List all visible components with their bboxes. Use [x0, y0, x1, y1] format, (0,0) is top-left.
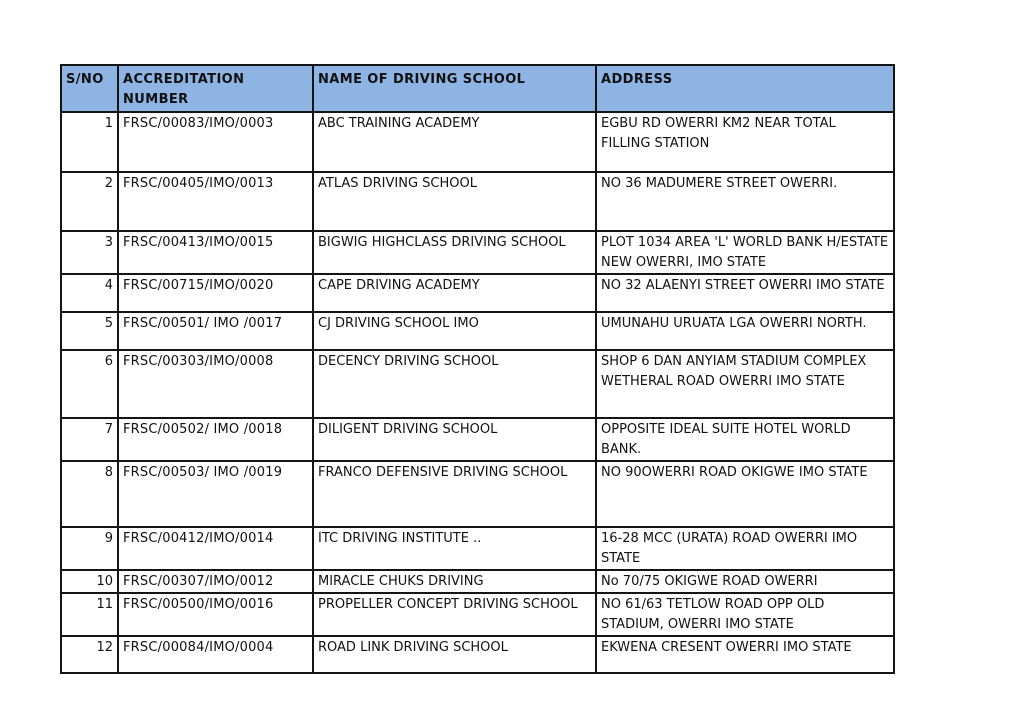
cell-sno: 5	[61, 312, 118, 350]
cell-accreditation: FRSC/00500/IMO/0016	[118, 593, 313, 636]
cell-address: EGBU RD OWERRI KM2 NEAR TOTAL FILLING STATION	[596, 112, 894, 172]
column-header-accreditation: ACCREDITATION NUMBER	[118, 65, 313, 112]
cell-accreditation: FRSC/00307/IMO/0012	[118, 570, 313, 593]
cell-accreditation: FRSC/00502/ IMO /0018	[118, 418, 313, 461]
cell-address: NO 32 ALAENYI STREET OWERRI IMO STATE	[596, 274, 894, 312]
cell-sno: 8	[61, 461, 118, 527]
cell-address: NO 61/63 TETLOW ROAD OPP OLD STADIUM, OWERRI IMO STATE	[596, 593, 894, 636]
cell-accreditation: FRSC/00084/IMO/0004	[118, 636, 313, 673]
cell-address: NO 90OWERRI ROAD OKIGWE IMO STATE	[596, 461, 894, 527]
table-row	[61, 172, 894, 231]
table-header-row	[61, 65, 894, 112]
cell-accreditation: FRSC/00405/IMO/0013	[118, 172, 313, 231]
cell-sno: 4	[61, 274, 118, 312]
cell-address: OPPOSITE IDEAL SUITE HOTEL WORLD BANK.	[596, 418, 894, 461]
cell-accreditation: FRSC/00303/IMO/0008	[118, 350, 313, 418]
cell-sno: 12	[61, 636, 118, 673]
cell-school-name: CJ DRIVING SCHOOL IMO	[313, 312, 596, 350]
cell-school-name: PROPELLER CONCEPT DRIVING SCHOOL	[313, 593, 596, 636]
cell-address: No 70/75 OKIGWE ROAD OWERRI	[596, 570, 894, 593]
column-header-address: ADDRESS	[596, 65, 894, 112]
table-row	[61, 231, 894, 274]
cell-address: UMUNAHU URUATA LGA OWERRI NORTH.	[596, 312, 894, 350]
cell-sno: 11	[61, 593, 118, 636]
cell-address: EKWENA CRESENT OWERRI IMO STATE	[596, 636, 894, 673]
cell-school-name: CAPE DRIVING ACADEMY	[313, 274, 596, 312]
cell-address: PLOT 1034 AREA 'L' WORLD BANK H/ESTATE NEW OWERRI, IMO STATE	[596, 231, 894, 274]
cell-accreditation: FRSC/00501/ IMO /0017	[118, 312, 313, 350]
cell-sno: 10	[61, 570, 118, 593]
cell-sno: 3	[61, 231, 118, 274]
cell-school-name: FRANCO DEFENSIVE DRIVING SCHOOL	[313, 461, 596, 527]
cell-accreditation: FRSC/00083/IMO/0003	[118, 112, 313, 172]
cell-sno: 9	[61, 527, 118, 570]
table-row	[61, 570, 894, 593]
cell-address: SHOP 6 DAN ANYIAM STADIUM COMPLEX WETHERAL ROAD OWERRI IMO STATE	[596, 350, 894, 418]
table-row	[61, 418, 894, 461]
cell-sno: 6	[61, 350, 118, 418]
table-row	[61, 312, 894, 350]
cell-school-name: DECENCY DRIVING SCHOOL	[313, 350, 596, 418]
table-row	[61, 636, 894, 673]
table-row	[61, 593, 894, 636]
cell-accreditation: FRSC/00715/IMO/0020	[118, 274, 313, 312]
cell-address: NO 36 MADUMERE STREET OWERRI.	[596, 172, 894, 231]
table-row	[61, 112, 894, 172]
cell-sno: 2	[61, 172, 118, 231]
cell-accreditation: FRSC/00412/IMO/0014	[118, 527, 313, 570]
cell-school-name: ITC DRIVING INSTITUTE ..	[313, 527, 596, 570]
cell-sno: 7	[61, 418, 118, 461]
cell-school-name: BIGWIG HIGHCLASS DRIVING SCHOOL	[313, 231, 596, 274]
column-header-school-name: NAME OF DRIVING SCHOOL	[313, 65, 596, 112]
cell-address: 16-28 MCC (URATA) ROAD OWERRI IMO STATE	[596, 527, 894, 570]
cell-school-name: MIRACLE CHUKS DRIVING	[313, 570, 596, 593]
cell-accreditation: FRSC/00413/IMO/0015	[118, 231, 313, 274]
driving-schools-table	[60, 64, 895, 674]
table-row	[61, 350, 894, 418]
cell-school-name: ATLAS DRIVING SCHOOL	[313, 172, 596, 231]
cell-school-name: DILIGENT DRIVING SCHOOL	[313, 418, 596, 461]
table-row	[61, 527, 894, 570]
cell-sno: 1	[61, 112, 118, 172]
table-row	[61, 274, 894, 312]
column-header-sno: S/NO	[61, 65, 118, 112]
table-row	[61, 461, 894, 527]
cell-school-name: ABC TRAINING ACADEMY	[313, 112, 596, 172]
cell-school-name: ROAD LINK DRIVING SCHOOL	[313, 636, 596, 673]
cell-accreditation: FRSC/00503/ IMO /0019	[118, 461, 313, 527]
